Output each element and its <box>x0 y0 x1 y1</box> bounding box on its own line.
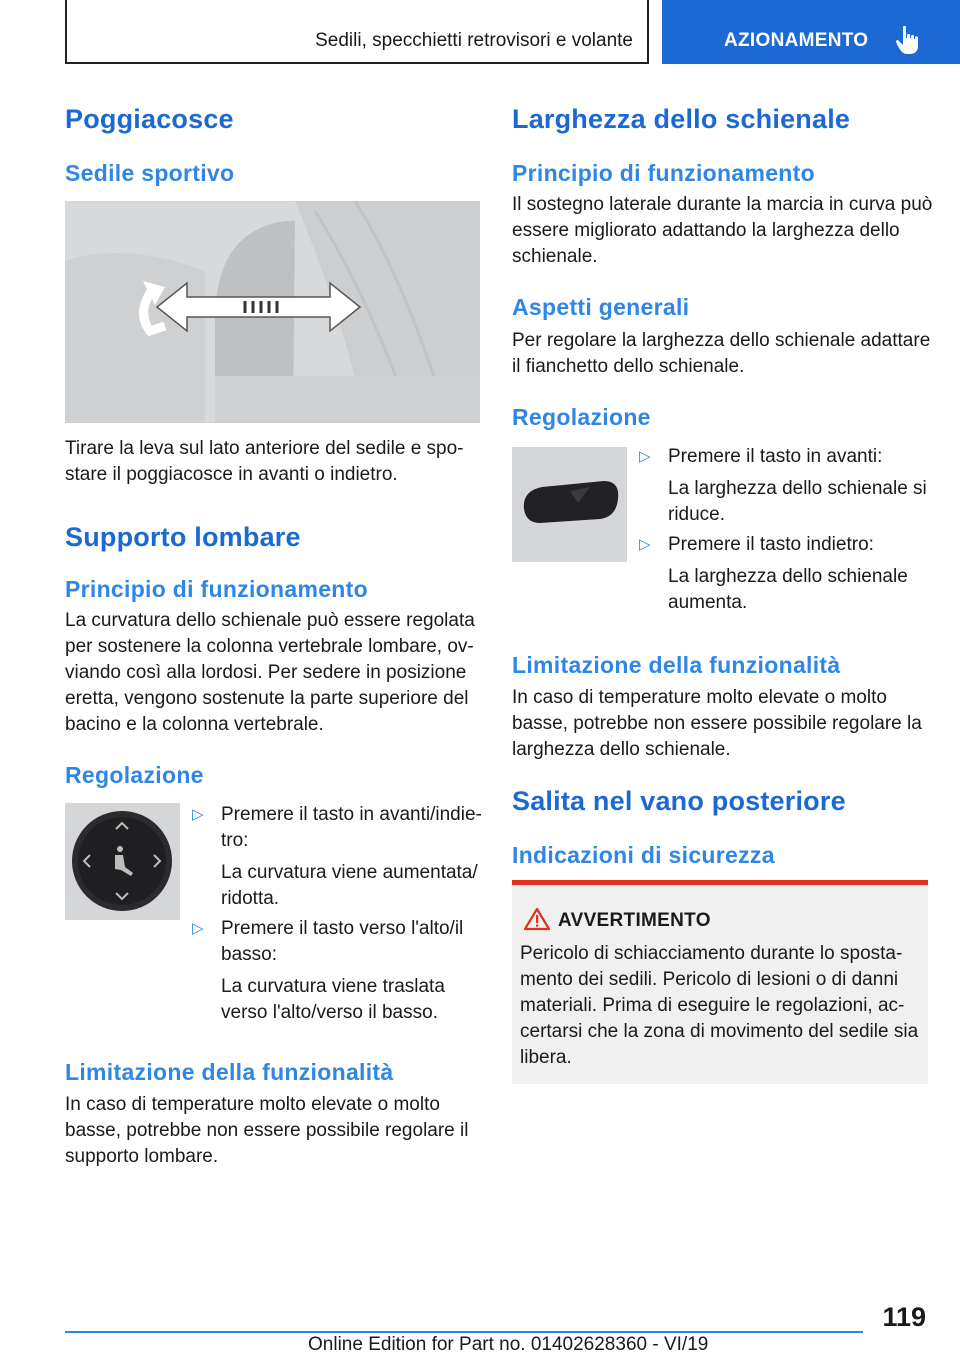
heading-aspetti-generali: Aspetti generali <box>512 294 690 320</box>
text-line: verso l'alto/verso il basso. <box>221 1002 438 1023</box>
width-limitation-text <box>512 685 922 763</box>
text-line: libera. <box>520 1047 572 1068</box>
bullet-text <box>668 444 927 528</box>
text-line: Il sostegno laterale durante la marcia in curva può <box>512 194 933 215</box>
text-line: bacino e la colonna vertebrale. <box>65 714 324 735</box>
text-line: La larghezza dello schienale <box>668 566 908 587</box>
bullet-text <box>668 532 908 616</box>
text-line: larghezza dello schienale. <box>512 739 731 760</box>
hand-pointer-icon <box>894 24 922 56</box>
header-section-title: Sedili, specchietti retrovisori e volante <box>315 30 633 51</box>
text-line: basso: <box>221 944 277 965</box>
lumbar-limitation-text <box>65 1092 468 1170</box>
heading-limitazione-larghezza: Limitazione della funzionalità <box>512 652 841 678</box>
text-line: basse, potrebbe non essere possibile regolare il <box>65 1120 469 1141</box>
bullet-text <box>221 802 482 912</box>
warning-text <box>520 941 918 1071</box>
heading-regolazione-larghezza: Regolazione <box>512 404 651 430</box>
text-line: supporto lombare. <box>65 1146 219 1167</box>
bullet-marker: ▷ <box>639 448 651 465</box>
header-chapter-title: AZIONAMENTO <box>724 30 869 51</box>
text-line: Tirare la leva sul lato anteriore del sedile e spo- <box>65 438 464 459</box>
thigh-support-description <box>65 436 464 488</box>
warning-triangle-icon <box>524 907 550 931</box>
heading-salita-vano-posteriore: Salita nel vano posteriore <box>512 786 846 816</box>
heading-larghezza-schienale: Larghezza dello schienale <box>512 104 851 134</box>
footer-divider <box>65 1331 863 1333</box>
text-line: certarsi che la zona di movimento del sedile sia <box>520 1021 919 1042</box>
text-line: La curvatura dello schienale può essere regolata <box>65 610 475 631</box>
heading-limitazione-lombare: Limitazione della funzionalità <box>65 1059 394 1085</box>
heading-sedile-sportivo: Sedile sportivo <box>65 160 235 186</box>
bullet-marker: ▷ <box>639 536 651 553</box>
text-line: materiali. Prima di eseguire le regolazioni, ac- <box>520 995 905 1016</box>
text-line: mento dei sedili. Pericolo di lesioni o di danni <box>520 969 899 990</box>
text-line: per sostenere la colonna vertebrale lombare, ov- <box>65 636 474 657</box>
bullet-text <box>221 916 463 1026</box>
heading-principio-larghezza: Principio di funzionamento <box>512 160 815 186</box>
text-line: Premere il tasto indietro: <box>668 534 874 555</box>
bullet-marker: ▷ <box>192 806 204 823</box>
width-switch-illustration <box>512 447 627 562</box>
text-line: schienale. <box>512 246 598 267</box>
heading-indicazioni-sicurezza: Indicazioni di sicurezza <box>512 842 775 868</box>
text-line: basse, potrebbe non essere possibile regolare la <box>512 713 922 734</box>
header-section-box <box>65 0 649 64</box>
text-line: La curvatura viene aumentata/ <box>221 862 478 883</box>
warning-box <box>512 880 928 1084</box>
text-line: tro: <box>221 830 249 851</box>
text-line: Pericolo di schiacciamento durante lo sposta- <box>520 943 903 964</box>
text-line: il fianchetto dello schienale. <box>512 356 745 377</box>
text-line: Per regolare la larghezza dello schienale adattare <box>512 330 931 351</box>
heading-poggiacosce: Poggiacosce <box>65 104 234 134</box>
width-general-text <box>512 328 930 380</box>
footer-edition: Online Edition for Part no. 01402628360 - VI/19 <box>308 1334 709 1355</box>
text-line: La curvatura viene traslata <box>221 976 445 997</box>
thigh-support-illustration <box>65 201 480 423</box>
text-line: Premere il tasto in avanti: <box>668 446 883 467</box>
text-line: Premere il tasto verso l'alto/il <box>221 918 464 939</box>
text-line: eretta, vengono sostenute la parte superiore del <box>65 688 469 709</box>
text-line: Premere il tasto in avanti/indie- <box>221 804 482 825</box>
heading-supporto-lombare: Supporto lombare <box>65 522 301 552</box>
page-number: 119 <box>882 1302 926 1332</box>
bullet-marker: ▷ <box>192 920 204 937</box>
header-chapter-box <box>662 0 960 64</box>
text-line: stare il poggiacosce in avanti o indietro. <box>65 464 398 485</box>
text-line: La larghezza dello schienale si <box>668 478 927 499</box>
text-line: ridotta. <box>221 888 280 909</box>
lumbar-switch-illustration <box>65 803 180 920</box>
heading-regolazione-lombare: Regolazione <box>65 762 204 788</box>
warning-title: AVVERTIMENTO <box>558 910 711 931</box>
text-line: aumenta. <box>668 592 748 613</box>
text-line: essere migliorato adattando la larghezza dello <box>512 220 900 241</box>
text-line: In caso di temperature molto elevate o molto <box>512 687 887 708</box>
heading-principio-lombare: Principio di funzionamento <box>65 576 368 602</box>
text-line: viando così alla lordosi. Per sedere in posizione <box>65 662 467 683</box>
lumbar-description <box>65 608 475 738</box>
text-line: In caso di temperature molto elevate o molto <box>65 1094 440 1115</box>
text-line: riduce. <box>668 504 726 525</box>
width-principle-text <box>512 192 932 270</box>
